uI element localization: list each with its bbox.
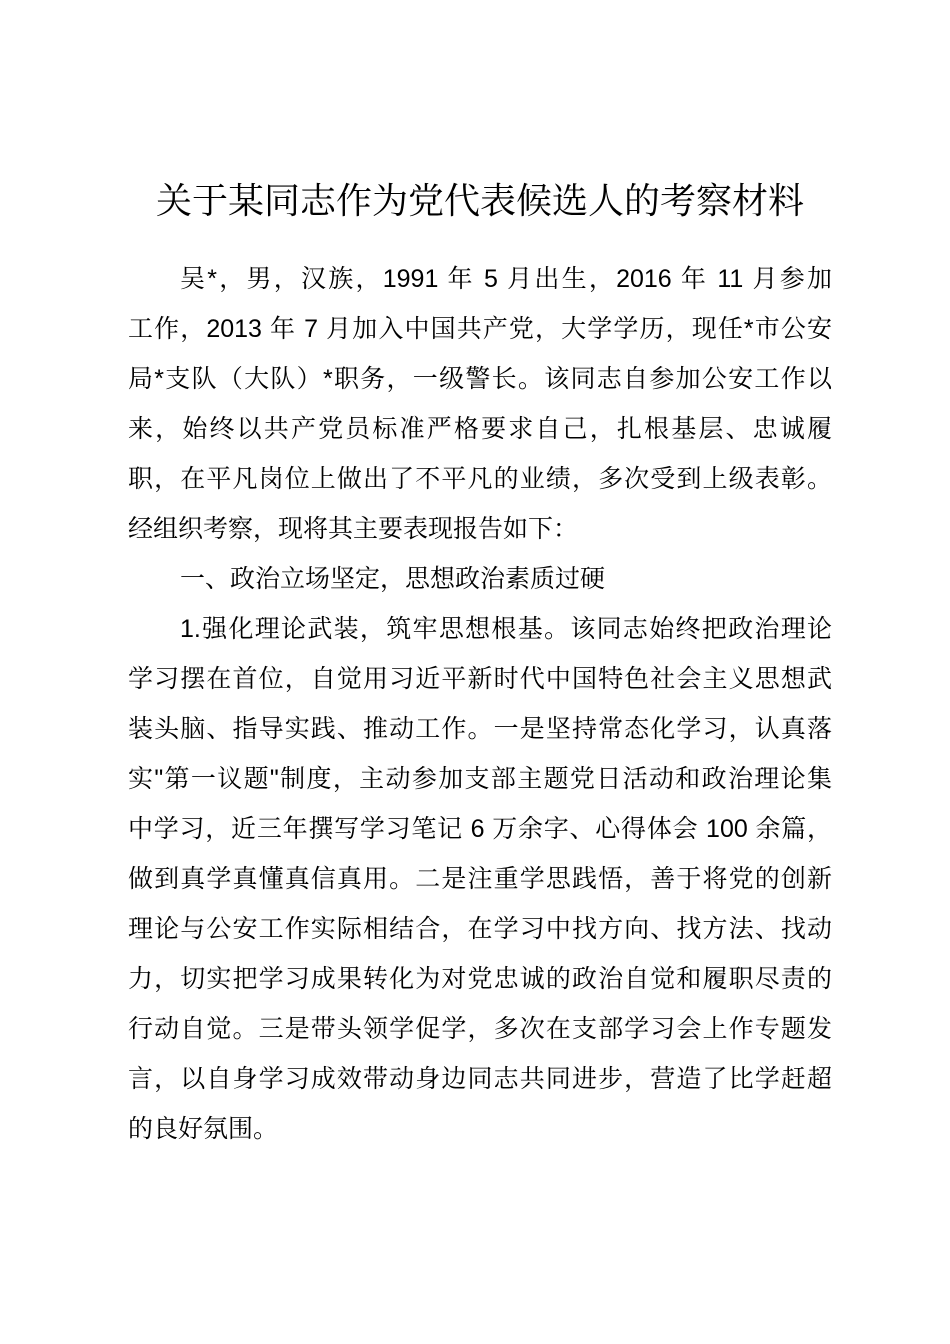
text-line: 来，始终以共产党员标准严格要求自己，扎根基层、忠诚履 [128, 415, 832, 443]
section-heading [128, 554, 832, 604]
text-line: 力，切实把学习成果转化为对党忠诚的政治自觉和履职尽责的 [128, 965, 832, 993]
text-line: 工作，2013 年 7 月加入中国共产党，大学学历，现任*市公安 [128, 315, 832, 343]
text-line: 装头脑、指导实践、推动工作。一是坚持常态化学习，认真落 [128, 715, 832, 743]
text-line: 言，以自身学习成效带动身边同志共同进步，营造了比学赶超 [128, 1065, 832, 1093]
text-line: 局*支队（大队）*职务，一级警长。该同志自参加公安工作以 [128, 365, 832, 393]
text-line: 理论与公安工作实际相结合，在学习中找方向、找方法、找动 [128, 915, 832, 943]
text-line: 学习摆在首位，自觉用习近平新时代中国特色社会主义思想武 [128, 665, 832, 693]
paragraph [128, 604, 832, 1154]
text-line: 职，在平凡岗位上做出了不平凡的业绩，多次受到上级表彰。 [128, 465, 832, 493]
text-line: 行动自觉。三是带头领学促学，多次在支部学习会上作专题发 [128, 1015, 832, 1043]
text-line: 吴*，男，汉族，1991 年 5 月出生，2016 年 11 月参加 [180, 265, 832, 293]
text-line: 中学习，近三年撰写学习笔记 6 万余字、心得体会 100 余篇， [128, 815, 832, 843]
text-line: 经组织考察，现将其主要表现报告如下： [128, 515, 579, 543]
document-body [128, 254, 832, 1154]
text-line: 的良好氛围。 [128, 1115, 279, 1143]
text-line: 做到真学真懂真信真用。二是注重学思践悟，善于将党的创新 [128, 865, 832, 893]
document-title: 关于某同志作为党代表候选人的考察材料 [155, 180, 804, 221]
text-line: 一、政治立场坚定，思想政治素质过硬 [180, 565, 606, 593]
paragraph [128, 254, 832, 554]
text-line: 1.强化理论武装，筑牢思想根基。该同志始终把政治理论 [180, 615, 832, 643]
text-line: 实"第一议题"制度，主动参加支部主题党日活动和政治理论集 [128, 765, 832, 793]
